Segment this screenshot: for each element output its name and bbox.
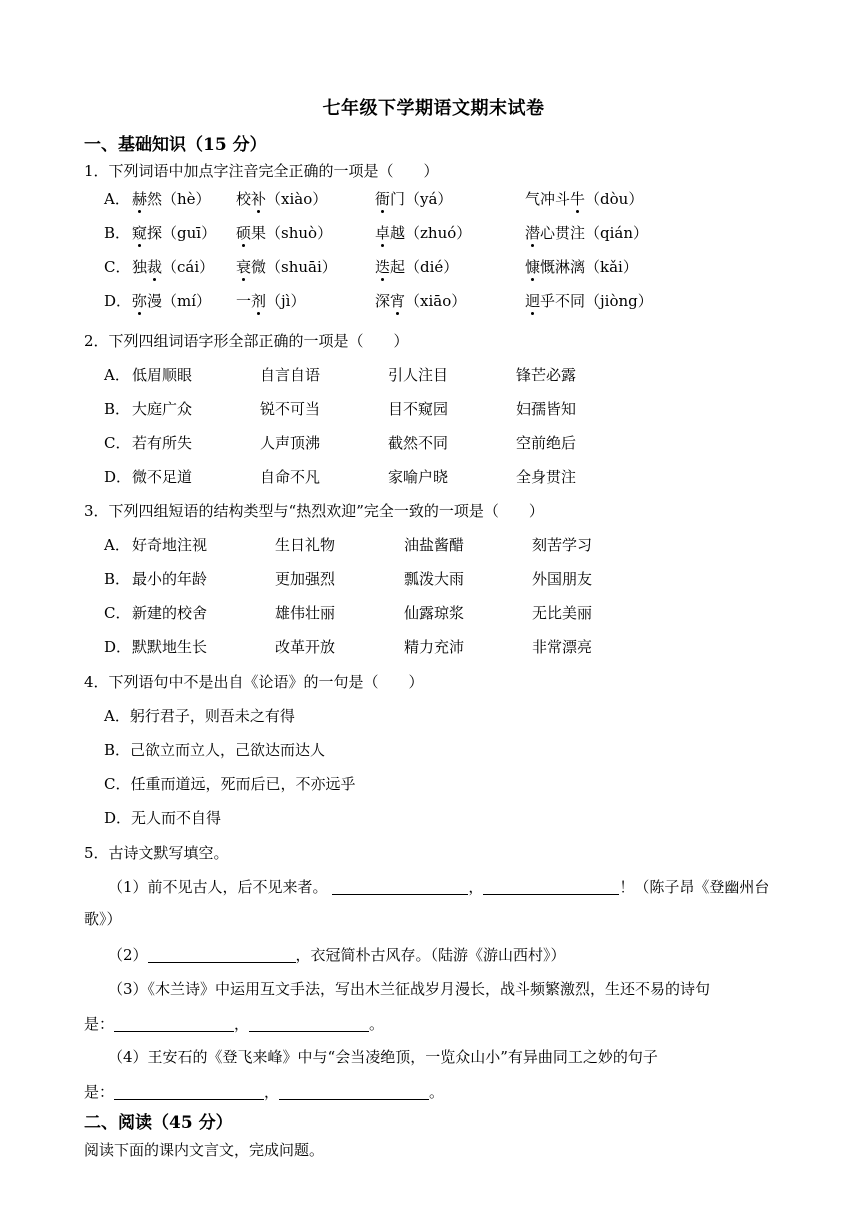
- question-3-stem: 3．下列四组短语的结构类型与“热烈欢迎”完全一致的一项是（ ）: [84, 502, 544, 520]
- question-3-option-letter: B．: [104, 570, 131, 588]
- question-2-option-letter: A．: [104, 366, 130, 384]
- item-1-text: （1）前不见古人，后不见来者。: [108, 878, 328, 896]
- question-1-option-term: 卓越（zhuó）: [375, 224, 472, 242]
- question-2-option-term: 锋芒必露: [516, 366, 577, 384]
- section-heading-reading: 二、阅读（45 分）: [84, 1113, 233, 1133]
- question-4-option-c: C．任重而道远，死而后已，不亦远乎: [104, 775, 356, 793]
- question-1-option-term: 衙门（yá）: [375, 190, 453, 208]
- section-heading-basics: 一、基础知识（15 分）: [84, 135, 267, 155]
- page-title: 七年级下学期语文期末试卷: [322, 98, 545, 119]
- question-3-option-term: 刻苦学习: [532, 536, 593, 554]
- question-2-option-term: 微不足道: [132, 468, 193, 486]
- question-2-option-letter: D．: [104, 468, 132, 486]
- question-1-option-term: 迭起（dié）: [375, 258, 459, 276]
- emphasis-dot-char: 赫: [132, 190, 148, 208]
- question-3-option-term: 默默地生长: [132, 638, 208, 656]
- answer-blank[interactable]: [332, 879, 468, 895]
- emphasis-dot-char: 牛: [570, 190, 586, 208]
- question-5-item-1-cont: 歌》）: [84, 910, 122, 928]
- answer-blank[interactable]: [114, 1084, 264, 1100]
- question-2-option-term: 空前绝后: [516, 434, 577, 452]
- emphasis-dot-char: 窥: [132, 224, 148, 242]
- question-2-option-term: 低眉顺眼: [132, 366, 193, 384]
- answer-blank[interactable]: [148, 947, 296, 963]
- question-1-option-term: 一剂（jì）: [236, 292, 306, 310]
- answer-prefix: 是：: [84, 1015, 115, 1033]
- question-1-option-term: 潜心贯注（qián）: [525, 224, 649, 242]
- emphasis-dot-char: 弥: [132, 292, 148, 310]
- item-1-source: ！（陈子昂《登幽州台: [619, 878, 770, 896]
- question-5-stem: 5．古诗文默写填空。: [84, 844, 229, 862]
- question-1-option-term: 校补（xiào）: [236, 190, 328, 208]
- question-3-option-letter: C．: [104, 604, 131, 622]
- question-2-option-term: 自命不凡: [260, 468, 321, 486]
- question-1-option-letter: D．: [104, 292, 132, 310]
- question-1-option-term: 衰微（shuāi）: [236, 258, 337, 276]
- question-1-option-term: 窥探（guī）: [132, 224, 217, 242]
- question-3-option-term: 无比美丽: [532, 604, 593, 622]
- question-2-option-term: 妇孺皆知: [516, 400, 577, 418]
- separator: ，: [468, 878, 484, 896]
- emphasis-dot-char: 卓: [375, 224, 391, 242]
- question-4-option-b: B．己欲立而立人，己欲达而达人: [104, 741, 326, 759]
- question-2-option-term: 若有所失: [132, 434, 193, 452]
- period: 。: [429, 1083, 445, 1101]
- question-2-option-term: 引人注目: [388, 366, 449, 384]
- emphasis-dot-char: 衙: [375, 190, 391, 208]
- question-3-option-letter: D．: [104, 638, 132, 656]
- question-3-option-term: 好奇地注视: [132, 536, 208, 554]
- question-3-option-term: 新建的校舍: [132, 604, 208, 622]
- question-1-option-letter: A．: [104, 190, 130, 208]
- question-3-option-term: 雄伟壮丽: [275, 604, 336, 622]
- answer-blank[interactable]: [114, 1016, 234, 1032]
- question-2-option-letter: C．: [104, 434, 131, 452]
- separator: ，: [264, 1083, 280, 1101]
- question-2-option-term: 家喻户晓: [388, 468, 449, 486]
- emphasis-dot-char: 补: [251, 190, 267, 208]
- question-1-option-term: 慷慨淋漓（kǎi）: [525, 258, 638, 276]
- question-5-item-2: [108, 944, 566, 965]
- question-2-option-term: 锐不可当: [260, 400, 321, 418]
- question-3-option-term: 非常漂亮: [532, 638, 593, 656]
- reading-instruction: 阅读下面的课内文言文，完成问题。: [84, 1141, 325, 1159]
- question-3-option-term: 仙露琼浆: [404, 604, 465, 622]
- question-5-item-3: （3）《木兰诗》中运用互文手法，写出木兰征战岁月漫长，战斗频繁激烈，生还不易的诗句: [108, 980, 711, 998]
- answer-blank[interactable]: [483, 879, 619, 895]
- question-1-option-letter: C．: [104, 258, 131, 276]
- question-4-stem: 4．下列语句中不是出自《论语》的一句是（ ）: [84, 673, 424, 691]
- emphasis-dot-char: 硕: [236, 224, 252, 242]
- question-3-option-term: 改革开放: [275, 638, 336, 656]
- question-1-stem: 1．下列词语中加点字注音完全正确的一项是（ ）: [84, 162, 439, 180]
- separator: ，: [234, 1015, 250, 1033]
- question-4-option-d: D．无人而不自得: [104, 809, 222, 827]
- question-5-item-4-answer: [84, 1081, 444, 1102]
- question-1-option-term: 独裁（cái）: [132, 258, 215, 276]
- question-1-option-term: 弥漫（mí）: [132, 292, 212, 310]
- question-4-option-a: A．躬行君子，则吾未之有得: [104, 707, 295, 725]
- question-1-option-term: 赫然（hè）: [132, 190, 211, 208]
- question-3-option-term: 更加强烈: [275, 570, 336, 588]
- emphasis-dot-char: 剂: [251, 292, 267, 310]
- question-2-option-term: 目不窥园: [388, 400, 449, 418]
- period: 。: [369, 1015, 385, 1033]
- item-2-text: ，衣冠简朴古风存。（陆游《游山西村》）: [295, 946, 566, 964]
- question-2-option-term: 截然不同: [388, 434, 449, 452]
- item-2-number: （2）: [108, 946, 148, 964]
- question-1-option-letter: B．: [104, 224, 131, 242]
- question-5-item-1: [108, 876, 769, 897]
- question-2-option-term: 人声顶沸: [260, 434, 321, 452]
- emphasis-dot-char: 迥: [525, 292, 541, 310]
- answer-prefix: 是：: [84, 1083, 115, 1101]
- emphasis-dot-char: 慷: [525, 258, 541, 276]
- question-3-option-letter: A．: [104, 536, 130, 554]
- question-2-option-term: 全身贯注: [516, 468, 577, 486]
- question-3-option-term: 最小的年龄: [132, 570, 208, 588]
- answer-blank[interactable]: [249, 1016, 369, 1032]
- question-1-option-term: 深宵（xiāo）: [375, 292, 467, 310]
- question-5-item-4: （4）王安石的《登飞来峰》中与“会当凌绝顶，一览众山小”有异曲同工之妙的句子: [108, 1048, 658, 1066]
- emphasis-dot-char: 裁: [147, 258, 163, 276]
- emphasis-dot-char: 宵: [390, 292, 406, 310]
- question-1-option-term: 迥乎不同（jiòng）: [525, 292, 653, 310]
- emphasis-dot-char: 衰: [236, 258, 252, 276]
- answer-blank[interactable]: [279, 1084, 429, 1100]
- question-5-item-3-answer: [84, 1013, 384, 1034]
- question-2-stem: 2．下列四组词语字形全部正确的一项是（ ）: [84, 332, 409, 350]
- emphasis-dot-char: 迭: [375, 258, 391, 276]
- question-1-option-term: 硕果（shuò）: [236, 224, 333, 242]
- question-2-option-letter: B．: [104, 400, 131, 418]
- question-3-option-term: 生日礼物: [275, 536, 336, 554]
- question-2-option-term: 大庭广众: [132, 400, 193, 418]
- question-3-option-term: 外国朋友: [532, 570, 593, 588]
- question-3-option-term: 精力充沛: [404, 638, 465, 656]
- question-3-option-term: 瓢泼大雨: [404, 570, 465, 588]
- emphasis-dot-char: 潜: [525, 224, 541, 242]
- question-1-option-term: 气冲斗牛（dòu）: [525, 190, 644, 208]
- question-2-option-term: 自言自语: [260, 366, 321, 384]
- question-3-option-term: 油盐酱醋: [404, 536, 465, 554]
